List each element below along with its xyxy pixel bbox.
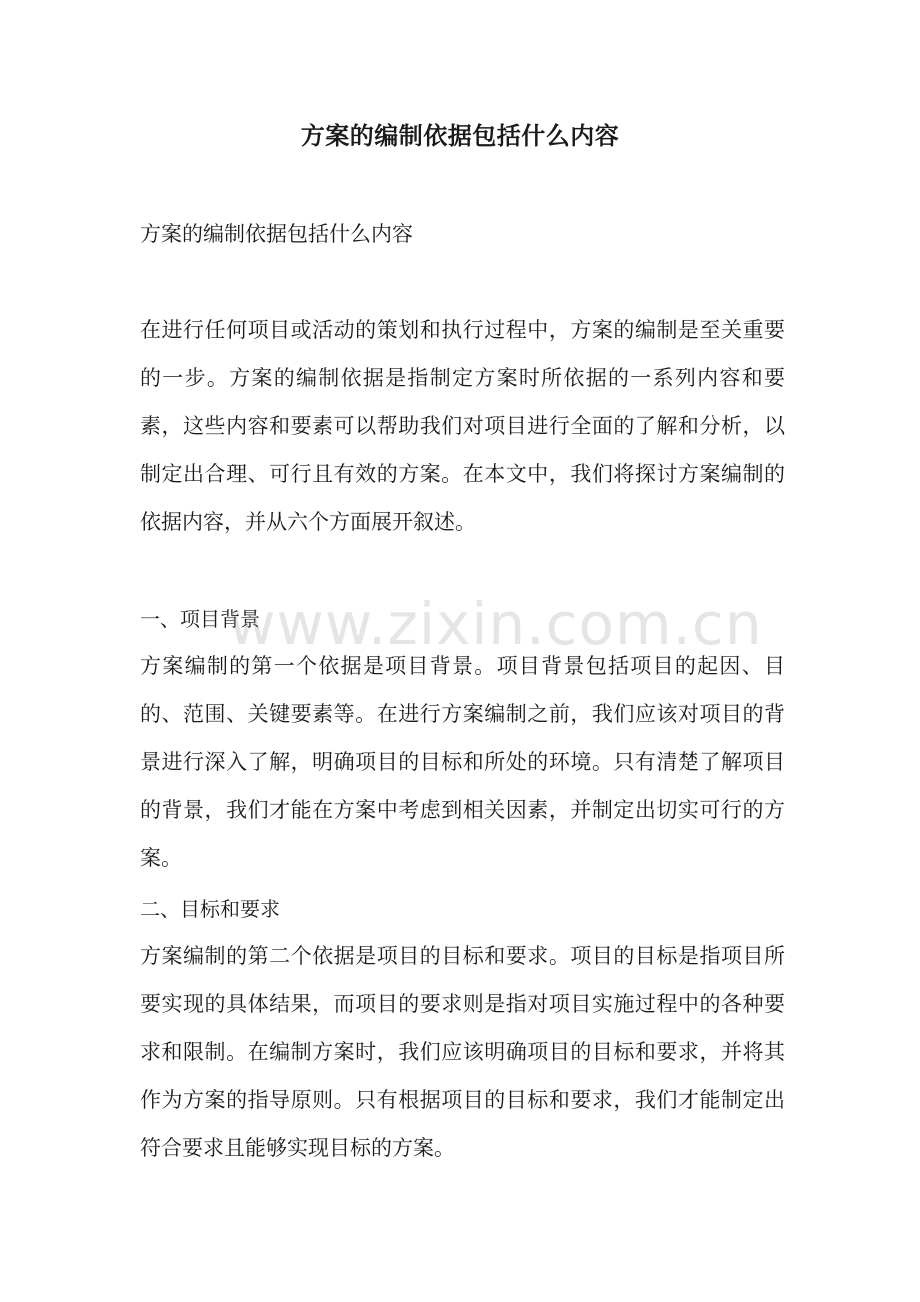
section-heading-project-background: 一、项目背景 [140,607,260,631]
document-subtitle: 方案的编制依据包括什么内容 [140,222,413,246]
intro-paragraph: 在进行任何项目或活动的策划和执行过程中，方案的编制是至关重要的一步。方案的编制依据是指制定方案时所依据的一系列内容和要素，这些内容和要素可以帮助我们对项目进行全面的了解和分析，以制定出合理、可行且有效的方案。在本文中，我们将探讨方案编制的依据内容，并从六个方面展开叙述。 [140,318,785,534]
section-body-goals-requirements: 方案编制的第二个依据是项目的目标和要求。项目的目标是指项目所要实现的具体结果，而项目的要求则是指对项目实施过程中的各种要求和限制。在编制方案时，我们应该明确项目的目标和要求，并将其作为方案的指导原则。只有根据项目的目标和要求，我们才能制定出符合要求且能够实现目标的方案。 [140,944,785,1160]
document-title: 方案的编制依据包括什么内容 [300,121,620,150]
section-body-project-background: 方案编制的第一个依据是项目背景。项目背景包括项目的起因、目的、范围、关键要素等。在进行方案编制之前，我们应该对项目的背景进行深入了解，明确项目的目标和所处的环境。只有清楚了解项目的背景，我们才能在方案中考虑到相关因素，并制定出切实可行的方案。 [140,654,785,870]
site-watermark: www.zixin.com.cn [228,590,763,658]
section-heading-goals-requirements: 二、目标和要求 [140,897,280,921]
